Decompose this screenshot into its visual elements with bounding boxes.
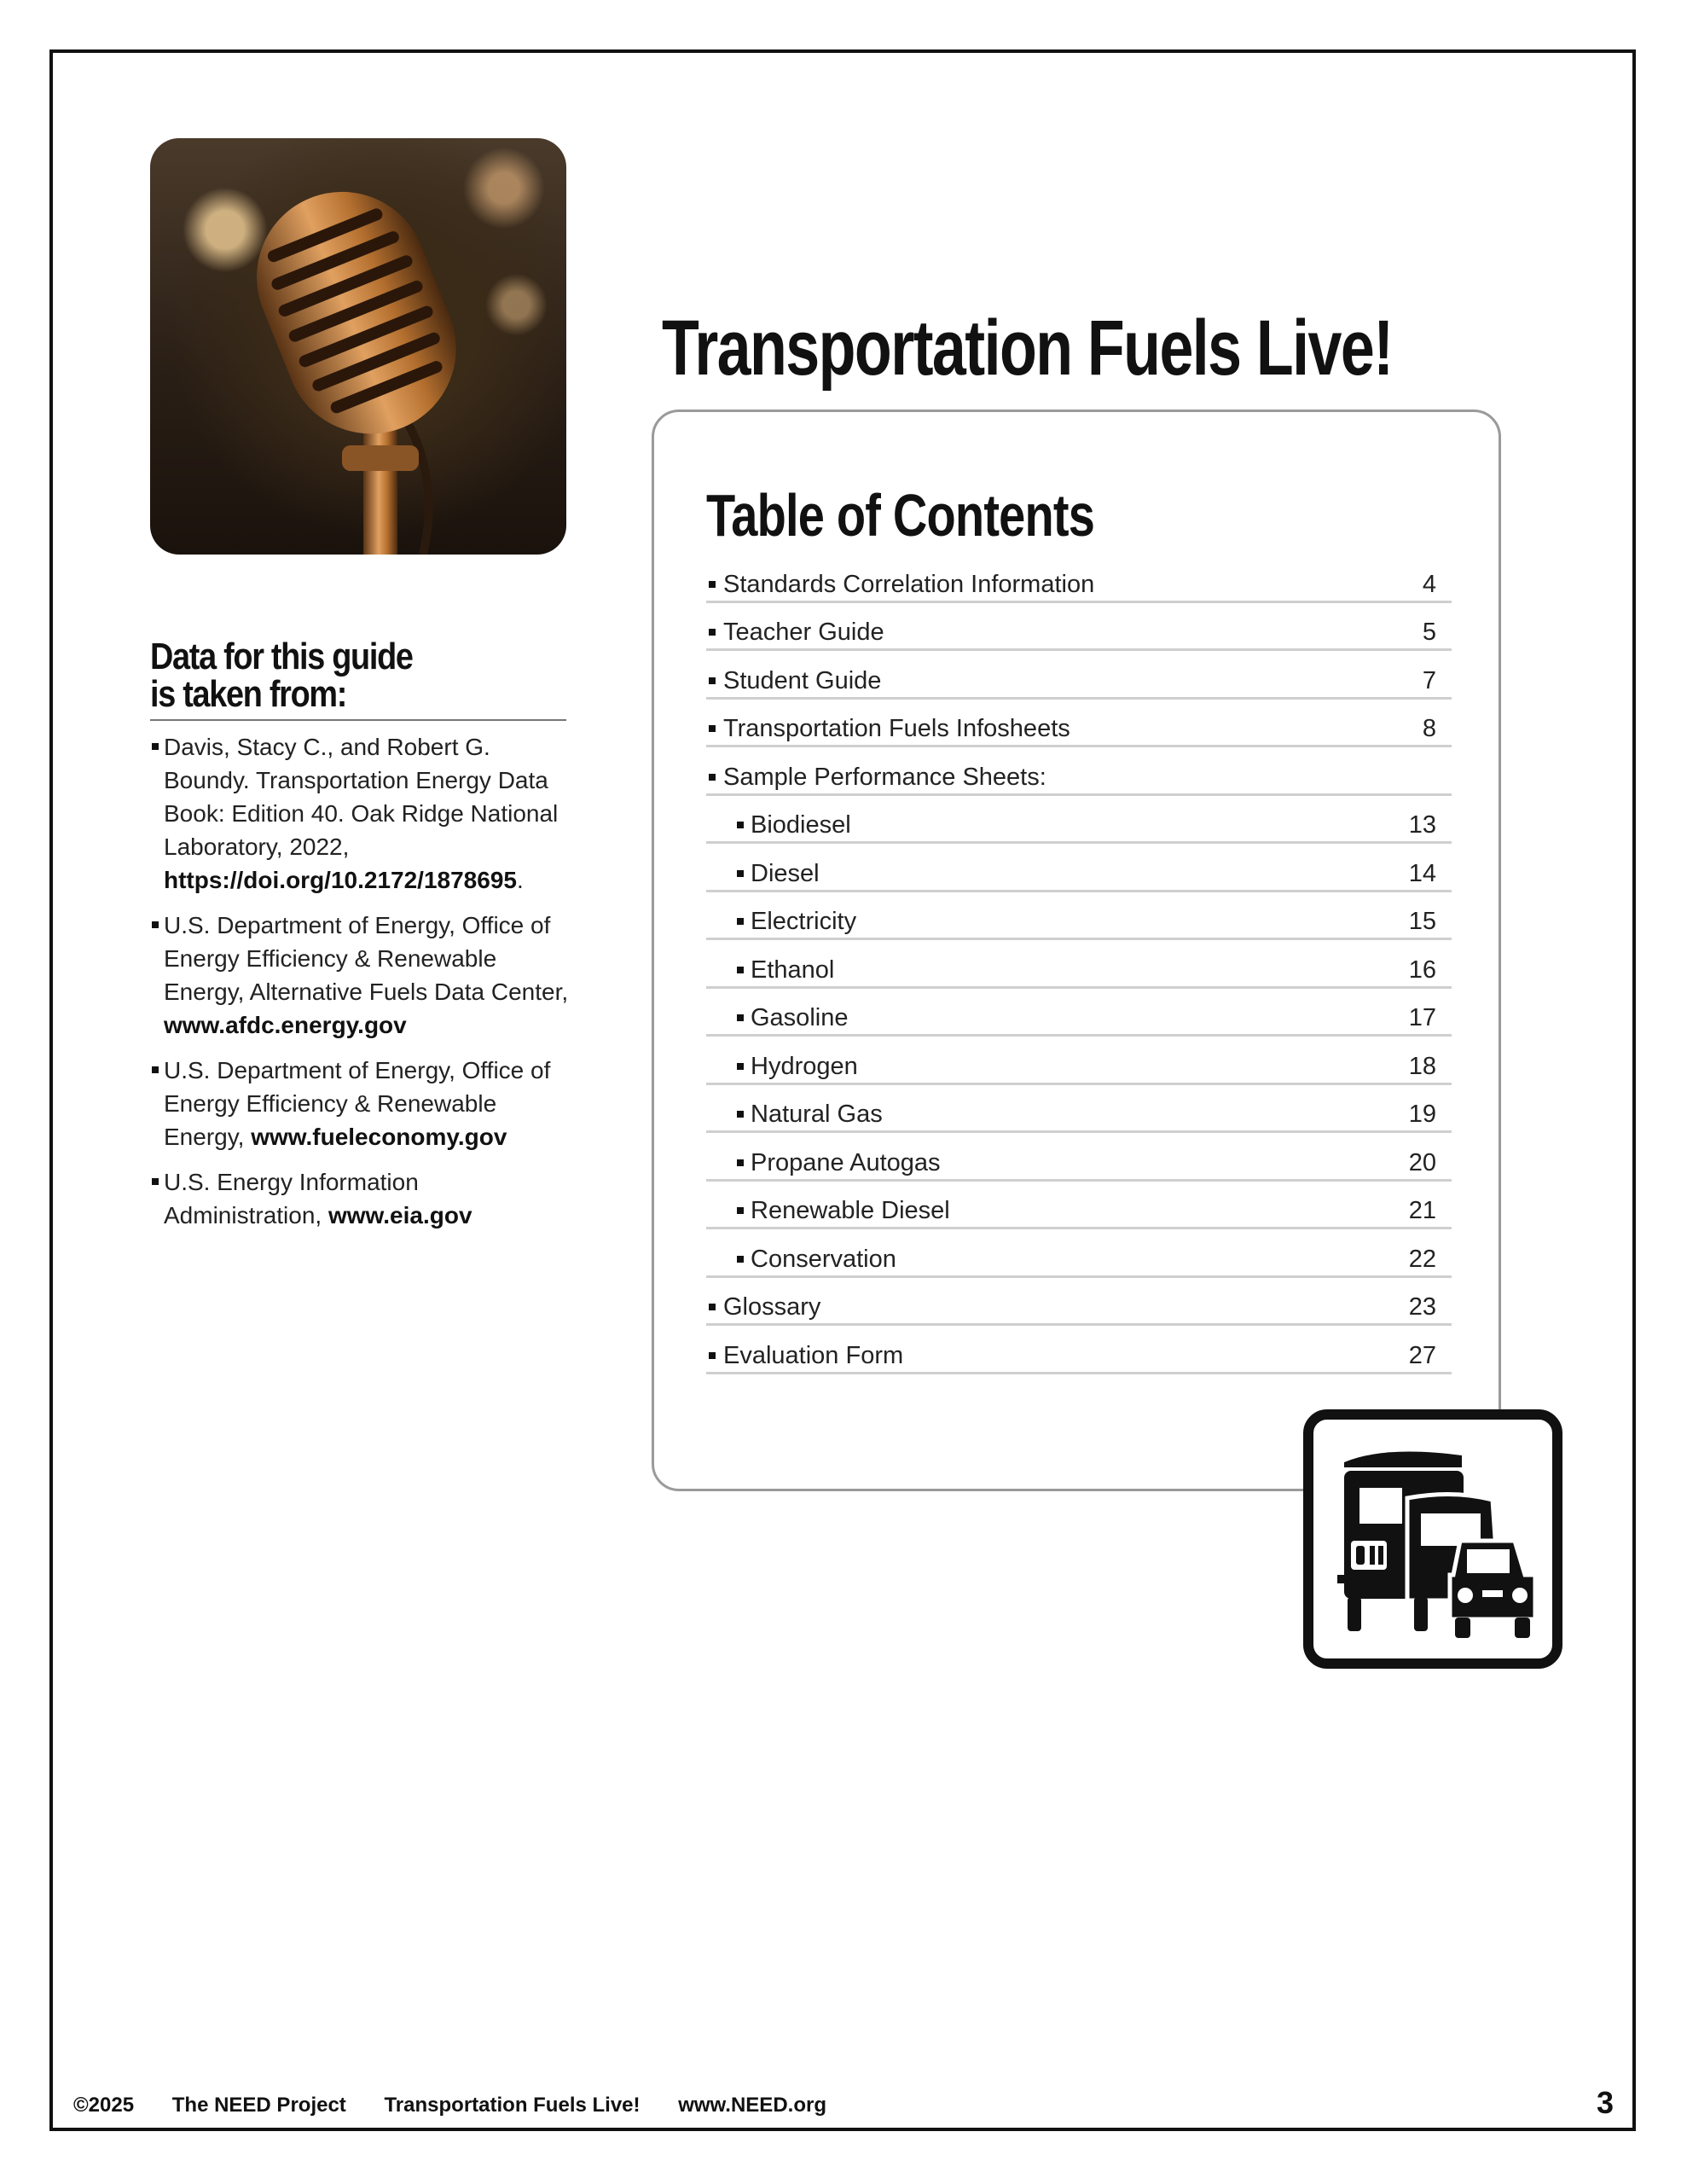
toc-entry-infosheets[interactable]: Transportation Fuels Infosheets 8	[706, 700, 1452, 748]
toc-entry-biodiesel[interactable]: Biodiesel 13	[706, 796, 1452, 845]
page-number: 3	[1596, 2085, 1614, 2120]
source-item: U.S. Department of Energy, Office of Energy Efficiency & Renewable Energy, Alternative Fuels Data Center, www.afdc.energy.gov	[150, 909, 577, 1042]
toc-entry-teacher-guide[interactable]: Teacher Guide 5	[706, 603, 1452, 652]
toc-entry-natural-gas[interactable]: Natural Gas 19	[706, 1085, 1452, 1134]
source-item: Davis, Stacy C., and Robert G. Boundy. Transportation Energy Data Book: Edition 40. Oak Ridge National Laboratory, 2022, https://doi.org/10.2172/1878695.	[150, 730, 577, 897]
sources-divider	[150, 719, 566, 721]
footer-org: The NEED Project	[171, 2094, 346, 2117]
source-link[interactable]: www.afdc.energy.gov	[164, 1012, 407, 1038]
toc-entry-diesel[interactable]: Diesel 14	[706, 844, 1452, 892]
toc-entry-evaluation-form[interactable]: Evaluation Form 27	[706, 1326, 1452, 1374]
toc-entry-gasoline[interactable]: Gasoline 17	[706, 989, 1452, 1037]
source-item: U.S. Energy Information Administration, www.eia.gov	[150, 1165, 577, 1232]
toc-entry-renewable-diesel[interactable]: Renewable Diesel 21	[706, 1182, 1452, 1230]
footer-url[interactable]: www.NEED.org	[678, 2094, 826, 2117]
vehicles-icon	[1303, 1409, 1562, 1669]
toc-entry-student-guide[interactable]: Student Guide 7	[706, 651, 1452, 700]
toc-entry-conservation[interactable]: Conservation 22	[706, 1229, 1452, 1278]
source-item: U.S. Department of Energy, Office of Energy Efficiency & Renewable Energy, www.fueleconomy.gov	[150, 1054, 577, 1153]
toc-heading: Table of Contents	[706, 482, 1095, 549]
toc-entry-ethanol[interactable]: Ethanol 16	[706, 940, 1452, 989]
sources-list	[150, 730, 577, 1244]
toc-entry-glossary[interactable]: Glossary 23	[706, 1278, 1452, 1327]
sources-heading: Data for this guide is taken from:	[150, 636, 413, 715]
source-link[interactable]: https://doi.org/10.2172/1878695	[164, 867, 517, 893]
toc-entry-hydrogen[interactable]: Hydrogen 18	[706, 1037, 1452, 1085]
toc-entry-propane-autogas[interactable]: Propane Autogas 20	[706, 1133, 1452, 1182]
toc-list	[706, 555, 1452, 1374]
toc-entry-performance-sheets[interactable]: Sample Performance Sheets:	[706, 747, 1452, 796]
source-link[interactable]: www.fueleconomy.gov	[251, 1124, 507, 1150]
footer	[73, 2094, 859, 2117]
toc-entry-electricity[interactable]: Electricity 15	[706, 892, 1452, 941]
footer-guide: Transportation Fuels Live!	[384, 2094, 641, 2117]
toc-entry-standards[interactable]: Standards Correlation Information 4	[706, 555, 1452, 603]
page-title: Transportation Fuels Live!	[662, 305, 1393, 392]
microphone-icon	[150, 138, 566, 555]
footer-copyright: ©2025	[73, 2094, 135, 2117]
microphone-photo	[150, 138, 566, 555]
source-link[interactable]: www.eia.gov	[328, 1202, 472, 1228]
